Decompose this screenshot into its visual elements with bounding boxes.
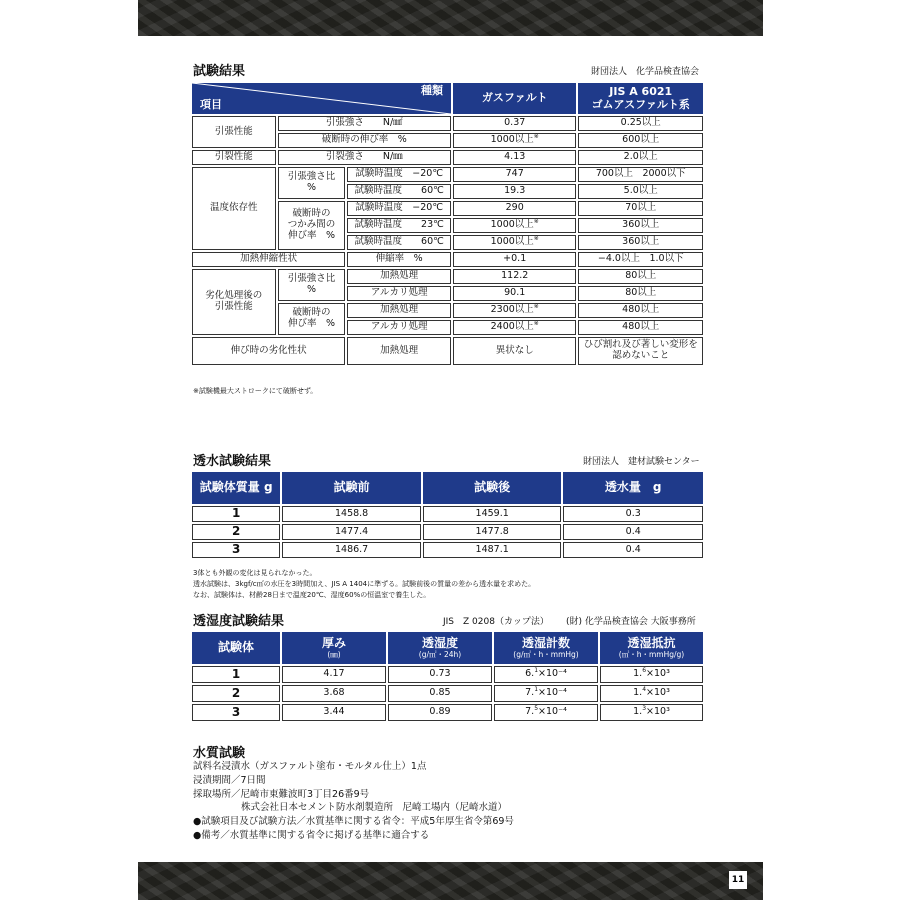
wq-line-5: ●試験項目及び試験方法／水質基準に関する省令：平成5年厚生省令第69号 <box>193 816 514 828</box>
cell-r2-v1-value: 1000以上 <box>490 134 534 146</box>
wp-note-1: 3体とも外観の変化は見られなかった。 <box>193 569 317 577</box>
cell-r5-v2: 5.0以上 <box>578 184 703 199</box>
cell-r10-b: 引張強さ比 % <box>278 269 346 301</box>
cell-r12-v1-value: 2300以上 <box>490 304 534 316</box>
header-diagonal-cell <box>192 83 451 114</box>
cell-r8-v1-mark: ※ <box>533 235 539 243</box>
mp-r2-id: 2 <box>192 685 280 702</box>
mp-r1-res <box>600 666 703 683</box>
wq-line-4: 株式会社日本セメント防水剤製造所 尼崎工場内（尼崎水道） <box>241 802 508 814</box>
cell-r1-a: 引張性能 <box>192 116 276 148</box>
mp-r3-coef-m: 7. <box>525 706 535 718</box>
mp-r2-coef-rest: ×10⁻⁴ <box>538 687 567 699</box>
wq-line-3: 採取場所／尼崎市東難波町3丁目26番9号 <box>193 788 370 800</box>
cell-r5-v1: 19.3 <box>453 184 577 199</box>
mp-header-3 <box>388 632 492 664</box>
diagonal-line-icon <box>192 83 451 114</box>
cell-r9-a: 加熱伸縮性状 <box>192 252 345 267</box>
wp-note-2: 透水試験は、3kgf/c㎡の水圧を3時間加え、JIS A 1404に準ずる。試験前後の質量の差から透水量を求めた。 <box>193 580 536 588</box>
table-row <box>192 685 703 702</box>
mp-header-2-main: 厚み <box>321 635 346 650</box>
cell-r2-b: 破断時の伸び率 % <box>278 133 451 148</box>
cell-r1-b: 引張強さ N/㎟ <box>278 116 451 131</box>
cell-r12-v1-mark: ※ <box>533 303 539 311</box>
header-jis-line2: ゴムアスファルト系 <box>591 97 690 111</box>
mp-header-5-main: 透湿抵抗 <box>627 635 676 650</box>
wp-r3-amount: 0.4 <box>563 542 703 558</box>
wq-line-1: 試料名浸漬水（ガスファルト塗布・モルタル仕上）1点 <box>193 761 427 772</box>
cell-r10-c: 加熱処理 <box>347 269 451 284</box>
cell-r8-v1-value: 1000以上 <box>490 236 534 248</box>
water-permeability-title: 透水試験結果 <box>193 454 272 469</box>
cell-r7-v1-mark: ※ <box>533 218 539 226</box>
mp-r3-res-d: 3 <box>642 705 647 713</box>
table-row <box>192 666 703 683</box>
wp-header-2: 試験前 <box>282 472 421 504</box>
cell-r8-v2: 360以上 <box>578 235 703 250</box>
cell-r13-v2: 480以上 <box>578 320 703 335</box>
mp-r3-res-rest: ×10³ <box>646 706 670 718</box>
mp-r3-id: 3 <box>192 704 280 721</box>
test-results-table <box>190 81 705 367</box>
moisture-permeability-table <box>190 630 705 723</box>
header-gasphalt: ガスファルト <box>453 83 577 114</box>
cell-r11-c: アルカリ処理 <box>347 286 451 301</box>
water-quality-title: 水質試験 <box>193 746 246 761</box>
mp-header-5-sub: (㎡・h・mmHg/g) <box>618 649 685 659</box>
wp-r1-before: 1458.8 <box>282 506 421 522</box>
cell-r3-b: 引裂強さ N/㎜ <box>278 150 451 165</box>
cell-r6-v2: 70以上 <box>578 201 703 216</box>
moisture-permeability-title: 透湿度試験結果 <box>193 614 285 629</box>
cell-r13-v1 <box>453 320 577 335</box>
cell-r14-v2: ひび割れ及び著しい変形を 認めないこと <box>578 337 703 365</box>
mp-r2-coef-m: 7. <box>525 687 535 699</box>
wp-r1-id: 1 <box>192 506 280 522</box>
mp-r2-res-rest: ×10³ <box>646 687 670 699</box>
mp-header-1-main: 試験体 <box>217 640 254 655</box>
water-permeability-org: 財団法人 建材試験センター <box>583 457 700 467</box>
header-item: 項目 <box>200 98 222 112</box>
wp-r3-before: 1486.7 <box>282 542 421 558</box>
cell-r4-c: 試験時温度 −20℃ <box>347 167 451 182</box>
cell-r8-c: 試験時温度 60℃ <box>347 235 451 250</box>
wp-r2-before: 1477.4 <box>282 524 421 540</box>
moisture-permeability-org: (財) 化学品検査協会 大阪事務所 <box>566 617 696 627</box>
cell-r5-c: 試験時温度 60℃ <box>347 184 451 199</box>
cell-r4-v2: 700以上 2000以下 <box>578 167 703 182</box>
mp-r3-coef-rest: ×10⁻⁴ <box>538 706 567 718</box>
cell-r13-v1-value: 2400以上 <box>490 321 534 333</box>
mp-r2-thick: 3.68 <box>282 685 386 702</box>
mp-r1-res-m: 1. <box>633 668 643 680</box>
mp-r1-thick: 4.17 <box>282 666 386 683</box>
mp-header-4-sub: (g/㎡・h・mmHg) <box>513 649 579 659</box>
cell-r2-v1-mark: ※ <box>533 133 539 141</box>
cell-r11-v2: 80以上 <box>578 286 703 301</box>
table-row <box>192 524 703 540</box>
wq-line-2: 浸漬期間／7日間 <box>193 774 266 786</box>
cell-r10-v2: 80以上 <box>578 269 703 284</box>
mp-header-3-main: 透湿度 <box>421 635 458 650</box>
cell-r6-v1: 290 <box>453 201 577 216</box>
cell-r12-b: 破断時の 伸び率 % <box>278 303 346 335</box>
mp-header-4 <box>494 632 598 664</box>
cell-r6-c: 試験時温度 −20℃ <box>347 201 451 216</box>
mp-r1-coef-m: 6. <box>525 668 535 680</box>
bottom-texture-band <box>138 862 763 900</box>
wp-r1-amount: 0.3 <box>563 506 703 522</box>
cell-r3-a: 引裂性能 <box>192 150 276 165</box>
wp-r3-id: 3 <box>192 542 280 558</box>
mp-r3-coef-d: 5 <box>534 705 539 713</box>
wp-r3-after: 1487.1 <box>423 542 562 558</box>
cell-r9-v2: −4.0以上 1.0以下 <box>578 252 703 267</box>
cell-r1-v2: 0.25以上 <box>578 116 703 131</box>
mp-r3-perm: 0.89 <box>388 704 492 721</box>
cell-r1-v1: 0.37 <box>453 116 577 131</box>
mp-r1-id: 1 <box>192 666 280 683</box>
mp-header-5 <box>600 632 703 664</box>
mp-header-3-sub: (g/㎡・24h) <box>418 649 462 659</box>
mp-r2-perm: 0.85 <box>388 685 492 702</box>
mp-header-2 <box>282 632 386 664</box>
wp-header-4: 透水量 g <box>563 472 703 504</box>
table-row <box>192 704 703 721</box>
header-jis-line1: JIS A 6021 <box>609 85 673 99</box>
cell-r4-a: 温度依存性 <box>192 167 276 250</box>
mp-r2-res-d: 4 <box>642 686 647 694</box>
cell-r7-c: 試験時温度 23℃ <box>347 218 451 233</box>
mp-r3-res <box>600 704 703 721</box>
mp-r1-perm: 0.73 <box>388 666 492 683</box>
test-results-title: 試験結果 <box>193 64 246 79</box>
cell-r9-v1: +0.1 <box>453 252 577 267</box>
mp-r1-coef-d: 1 <box>534 667 539 675</box>
mp-r2-res-m: 1. <box>633 687 643 699</box>
cell-r12-v1 <box>453 303 577 318</box>
cell-r7-v1-value: 1000以上 <box>490 219 534 231</box>
mp-header-1 <box>192 632 280 664</box>
cell-r13-c: アルカリ処理 <box>347 320 451 335</box>
table-row <box>192 542 703 558</box>
wp-r2-amount: 0.4 <box>563 524 703 540</box>
cell-r2-v1 <box>453 133 577 148</box>
cell-r3-v2: 2.0以上 <box>578 150 703 165</box>
page-number: 11 <box>729 871 747 889</box>
mp-r1-coef <box>494 666 598 683</box>
header-jis <box>578 83 703 114</box>
mp-r3-thick: 3.44 <box>282 704 386 721</box>
cell-r6-b: 破断時の つかみ間の 伸び率 % <box>278 201 346 250</box>
water-permeability-notes <box>193 568 535 601</box>
table-row <box>192 506 703 522</box>
mp-r1-res-rest: ×10³ <box>646 668 670 680</box>
cell-r13-v1-mark: ※ <box>533 320 539 328</box>
wp-header-1: 試験体質量 g <box>192 472 280 504</box>
wp-header-3: 試験後 <box>423 472 562 504</box>
cell-r12-v2: 480以上 <box>578 303 703 318</box>
cell-r11-v1: 90.1 <box>453 286 577 301</box>
cell-r8-v1 <box>453 235 577 250</box>
cell-r14-a: 伸び時の劣化性状 <box>192 337 345 365</box>
top-texture-band <box>138 0 763 36</box>
wp-note-3: なお、試験体は、材齢28日まで温度20℃、湿度60%の恒温室で養生した。 <box>193 591 431 599</box>
water-permeability-table <box>190 470 705 560</box>
mp-r1-coef-rest: ×10⁻⁴ <box>538 668 567 680</box>
cell-r7-v2: 360以上 <box>578 218 703 233</box>
cell-r9-c: 伸縮率 % <box>347 252 451 267</box>
wq-line-6: ●備考／水質基準に関する省令に掲げる基準に適合する <box>193 829 430 841</box>
wp-r2-after: 1477.8 <box>423 524 562 540</box>
cell-r7-v1 <box>453 218 577 233</box>
wp-r1-after: 1459.1 <box>423 506 562 522</box>
mp-r2-coef <box>494 685 598 702</box>
mp-r3-coef <box>494 704 598 721</box>
test-results-org: 財団法人 化学品検査協会 <box>591 67 700 77</box>
cell-r3-v1: 4.13 <box>453 150 577 165</box>
mp-r1-res-d: 6 <box>642 667 647 675</box>
mp-r2-res <box>600 685 703 702</box>
cell-r2-v2: 600以上 <box>578 133 703 148</box>
mp-r3-res-m: 1. <box>633 706 643 718</box>
mp-header-2-sub: (㎜) <box>327 649 341 659</box>
wp-r2-id: 2 <box>192 524 280 540</box>
cell-r10-v1: 112.2 <box>453 269 577 284</box>
moisture-permeability-method: JIS Z 0208（カップ法） <box>443 617 549 627</box>
mp-header-4-main: 透湿計数 <box>521 635 570 650</box>
cell-r4-v1: 747 <box>453 167 577 182</box>
cell-r4-b: 引張強さ比 % <box>278 167 346 199</box>
cell-r12-c: 加熱処理 <box>347 303 451 318</box>
test-results-note: ※試験機最大ストロークにて破断せず。 <box>193 387 318 395</box>
cell-r14-v1: 異状なし <box>453 337 577 365</box>
water-quality-body <box>193 760 514 843</box>
header-kind: 種類 <box>420 84 443 97</box>
mp-r2-coef-d: 1 <box>534 686 539 694</box>
cell-r10-a: 劣化処理後の 引張性能 <box>192 269 276 335</box>
cell-r14-c: 加熱処理 <box>347 337 451 365</box>
